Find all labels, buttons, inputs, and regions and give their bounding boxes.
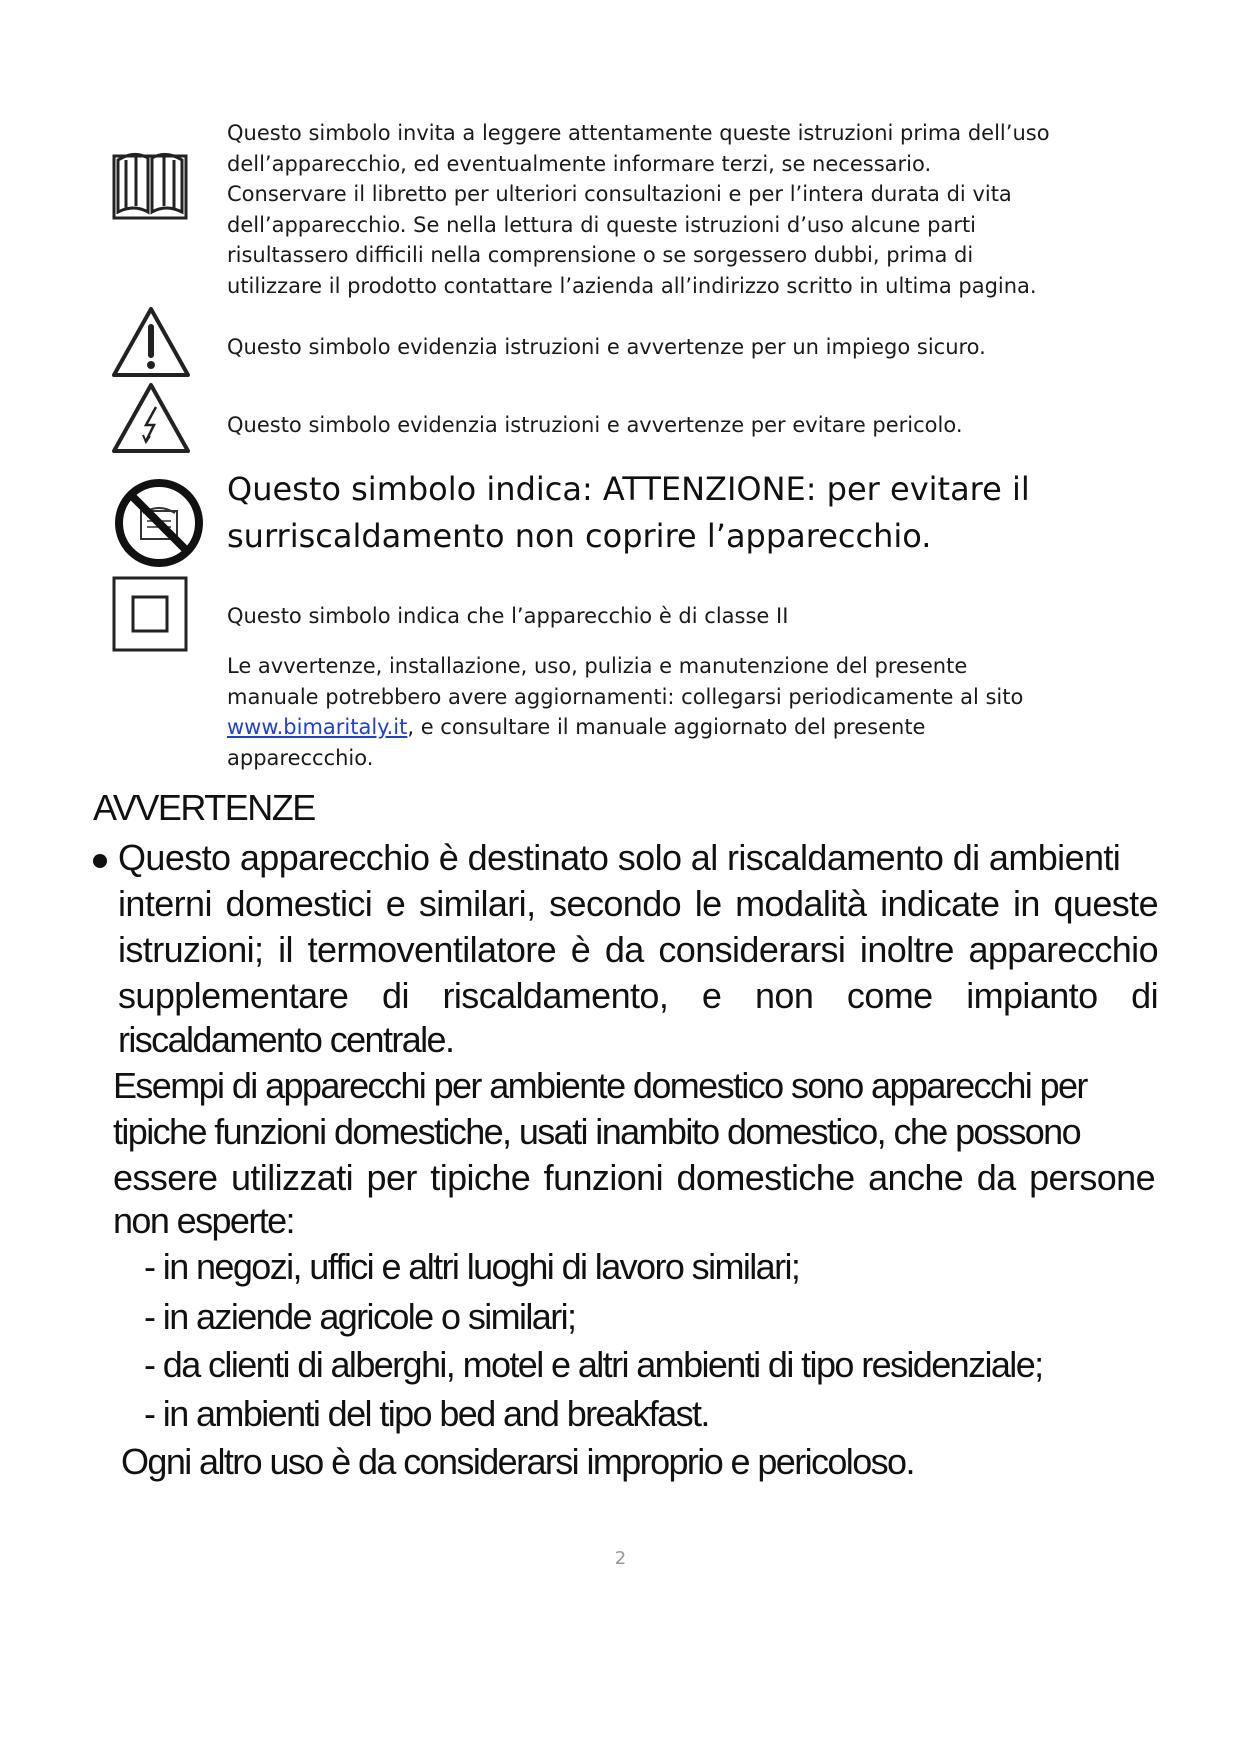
bullet-line: interni domestici e similari, secondo le modalità indicate in queste bbox=[118, 883, 1158, 924]
do-not-cover-line: surriscaldamento non coprire l’apparecchio. bbox=[227, 517, 932, 555]
do-not-cover-description bbox=[227, 466, 1030, 560]
bullet-line: riscaldamento centrale. bbox=[118, 1019, 454, 1060]
closing-statement: Ogni altro uso è da considerarsi improprio e pericoloso. bbox=[121, 1441, 914, 1482]
update-note-line bbox=[227, 712, 1023, 743]
book-line: dell’apparecchio. Se nella lettura di queste istruzioni d’uso alcune parti bbox=[227, 212, 977, 237]
bullet-line: supplementare di riscaldamento, e non come impianto di bbox=[118, 975, 1158, 1016]
class2-text: Questo simbolo indica che l’apparecchio è di classe II bbox=[227, 604, 789, 628]
update-note-line: Le avvertenze, installazione, uso, pulizia e manutenzione del presente bbox=[227, 654, 968, 678]
bullet-icon bbox=[93, 854, 107, 868]
book-line: utilizzare il prodotto contattare l’azienda all’indirizzo scritto in ultima pagina. bbox=[227, 273, 1037, 298]
website-link[interactable]: www.bimaritaly.it bbox=[227, 715, 408, 739]
list-item: - da clienti di alberghi, motel e altri ambienti di tipo residenziale; bbox=[144, 1344, 1043, 1385]
book-line: Questo simbolo invita a leggere attentamente queste istruzioni prima dell’uso bbox=[227, 121, 1050, 145]
warnings-heading: AVVERTENZE bbox=[93, 787, 315, 828]
examples-line: essere utilizzati per tipiche funzioni domestiche anche da persone bbox=[113, 1157, 1155, 1198]
book-line: Conservare il libretto per ulteriori consultazioni e per l’intera durata di vita bbox=[227, 182, 1012, 206]
list-item: - in aziende agricole o similari; bbox=[144, 1296, 576, 1337]
update-note-line: appareccchio. bbox=[227, 745, 374, 770]
examples-line: tipiche funzioni domestiche, usati inambito domestico, che possono bbox=[113, 1111, 1081, 1152]
do-not-cover-icon bbox=[113, 477, 205, 569]
bullet-line: Questo apparecchio è destinato solo al riscaldamento di ambienti bbox=[118, 837, 1121, 878]
page-number: 2 bbox=[614, 1548, 627, 1569]
danger-text: Questo simbolo evidenzia istruzioni e avvertenze per evitare pericolo. bbox=[227, 413, 963, 437]
caution-symbol-description bbox=[227, 332, 986, 363]
update-note bbox=[227, 651, 1023, 773]
book-line: risultassero difficili nella comprensione o se sorgessero dubbi, prima di bbox=[227, 243, 974, 267]
list-item: - in ambienti del tipo bed and breakfast. bbox=[144, 1393, 709, 1434]
caution-text: Questo simbolo evidenzia istruzioni e avvertenze per un impiego sicuro. bbox=[227, 335, 986, 359]
examples-line: Esempi di apparecchi per ambiente domestico sono apparecchi per bbox=[113, 1065, 1087, 1106]
update-note-line-rest: , e consultare il manuale aggiornato del presente bbox=[407, 715, 926, 739]
class-ii-double-square-icon bbox=[110, 574, 192, 654]
book-symbol-description bbox=[227, 118, 1050, 301]
do-not-cover-line: Questo simbolo indica: ATTENZIONE: per evitare il bbox=[227, 470, 1030, 508]
class2-symbol-description bbox=[227, 601, 788, 632]
book-line: dell’apparecchio, ed eventualmente informare terzi, se necessario. bbox=[227, 151, 932, 176]
bullet-line: istruzioni; il termoventilatore è da considerarsi inoltre apparecchio bbox=[118, 929, 1158, 970]
list-item: - in negozi, uffici e altri luoghi di lavoro similari; bbox=[144, 1246, 800, 1287]
update-note-line: manuale potrebbero avere aggiornamenti: collegarsi periodicamente al sito bbox=[227, 684, 1024, 709]
warning-triangle-icon bbox=[110, 305, 192, 379]
read-manual-book-icon bbox=[110, 146, 190, 222]
examples-line: non esperte: bbox=[113, 1200, 294, 1241]
electric-hazard-triangle-icon bbox=[110, 381, 192, 455]
danger-symbol-description bbox=[227, 410, 963, 441]
